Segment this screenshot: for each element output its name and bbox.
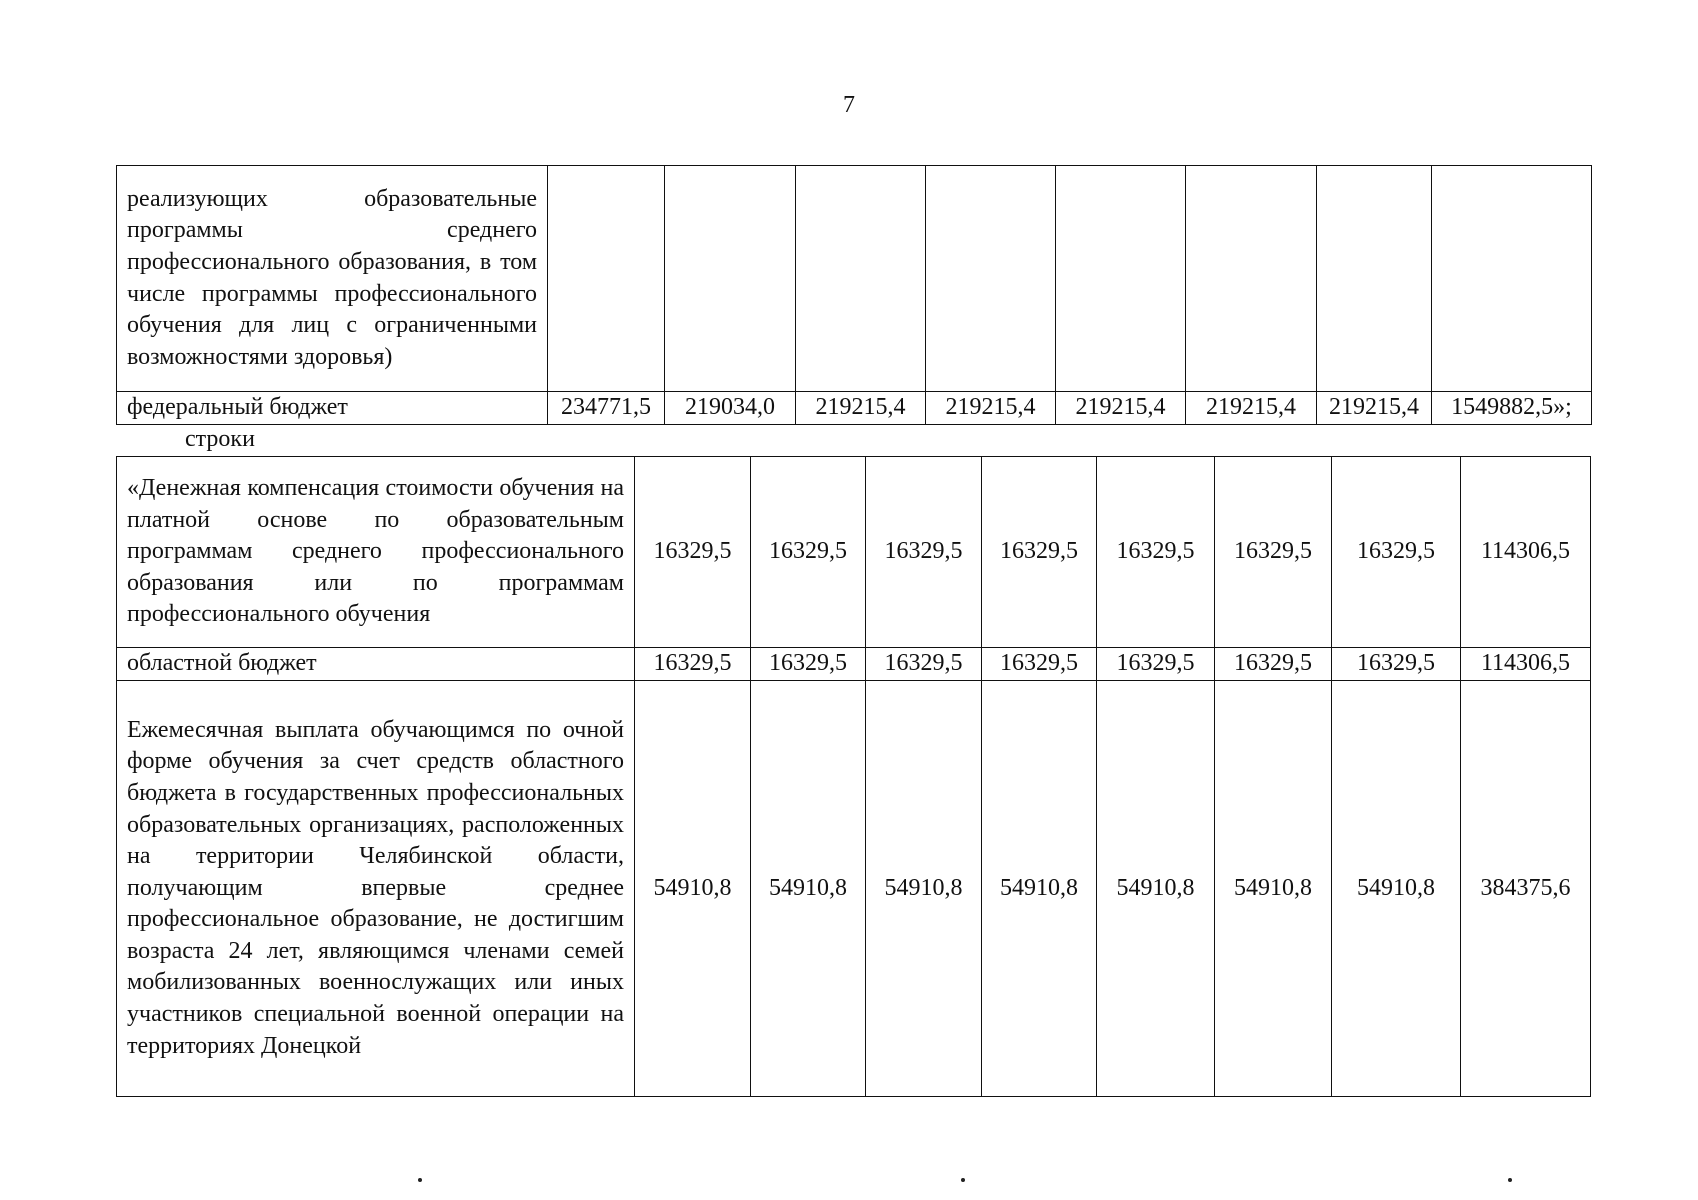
value-cell bbox=[926, 166, 1056, 392]
value-cell: 16329,5 bbox=[1215, 648, 1332, 681]
value-cell: 16329,5 bbox=[751, 457, 866, 648]
value-cell: 16329,5 bbox=[635, 648, 751, 681]
value-cell: 219215,4 bbox=[1317, 392, 1432, 425]
value-cell: 114306,5 bbox=[1461, 648, 1591, 681]
row-label: федеральный бюджет bbox=[117, 392, 548, 425]
value-cell bbox=[665, 166, 796, 392]
value-cell: 16329,5 bbox=[982, 457, 1097, 648]
page-number: 7 bbox=[843, 92, 855, 118]
value-cell: 16329,5 bbox=[635, 457, 751, 648]
table-row bbox=[117, 648, 1591, 681]
table-row bbox=[117, 392, 1592, 425]
value-cell: 219215,4 bbox=[1056, 392, 1186, 425]
value-cell: 16329,5 bbox=[1097, 648, 1215, 681]
value-cell bbox=[1186, 166, 1317, 392]
row-label: областной бюджет bbox=[117, 648, 635, 681]
value-cell: 54910,8 bbox=[635, 681, 751, 1097]
value-cell: 16329,5 bbox=[866, 457, 982, 648]
value-cell bbox=[1432, 166, 1592, 392]
value-cell bbox=[548, 166, 665, 392]
value-cell bbox=[1056, 166, 1186, 392]
table-row bbox=[117, 681, 1591, 1097]
value-cell: 234771,5 bbox=[548, 392, 665, 425]
scan-speck bbox=[418, 1178, 422, 1182]
value-cell: 16329,5 bbox=[982, 648, 1097, 681]
value-cell: 219215,4 bbox=[926, 392, 1056, 425]
value-cell bbox=[1317, 166, 1432, 392]
value-cell: 219215,4 bbox=[796, 392, 926, 425]
table-row bbox=[117, 166, 1592, 392]
value-cell: 54910,8 bbox=[866, 681, 982, 1097]
value-cell: 54910,8 bbox=[1097, 681, 1215, 1097]
budget-table bbox=[116, 456, 1591, 1097]
value-cell: 16329,5 bbox=[751, 648, 866, 681]
value-cell: 219215,4 bbox=[1186, 392, 1317, 425]
value-cell: 16329,5 bbox=[1332, 648, 1461, 681]
table-row bbox=[117, 457, 1591, 648]
row-label: «Денежная компенсация стоимости обучения на платной основе по образовательным программам среднего профессионального образования или по программам профессионального обучения bbox=[117, 457, 635, 648]
scan-speck bbox=[1508, 1178, 1512, 1182]
value-cell: 16329,5 bbox=[1215, 457, 1332, 648]
value-cell: 54910,8 bbox=[1215, 681, 1332, 1097]
budget-table-continued bbox=[116, 165, 1592, 425]
value-cell: 16329,5 bbox=[1332, 457, 1461, 648]
value-cell: 16329,5 bbox=[1097, 457, 1215, 648]
value-cell: 1549882,5»; bbox=[1432, 392, 1592, 425]
value-cell: 54910,8 bbox=[1332, 681, 1461, 1097]
row-label: реализующих образовательные программы среднего профессионального образования, в том числе программы профессионального обучения для лиц с ограниченными возможностями здоровья) bbox=[117, 166, 548, 392]
value-cell: 54910,8 bbox=[751, 681, 866, 1097]
scan-speck bbox=[961, 1178, 965, 1182]
value-cell: 114306,5 bbox=[1461, 457, 1591, 648]
value-cell: 16329,5 bbox=[866, 648, 982, 681]
value-cell bbox=[796, 166, 926, 392]
value-cell: 384375,6 bbox=[1461, 681, 1591, 1097]
connector-text: строки bbox=[185, 426, 255, 452]
value-cell: 219034,0 bbox=[665, 392, 796, 425]
value-cell: 54910,8 bbox=[982, 681, 1097, 1097]
row-label: Ежемесячная выплата обучающимся по очной форме обучения за счет средств областного бюджета в государственных профессиональных образовательных организациях, расположенных на территории Челябинской области, получающим впервые среднее профессиональное образование, не достигшим возраста 24 лет, являющимся членами семей мобилизованных военнослужащих или иных участников специальной военной операции на территориях Донецкой bbox=[117, 681, 635, 1097]
